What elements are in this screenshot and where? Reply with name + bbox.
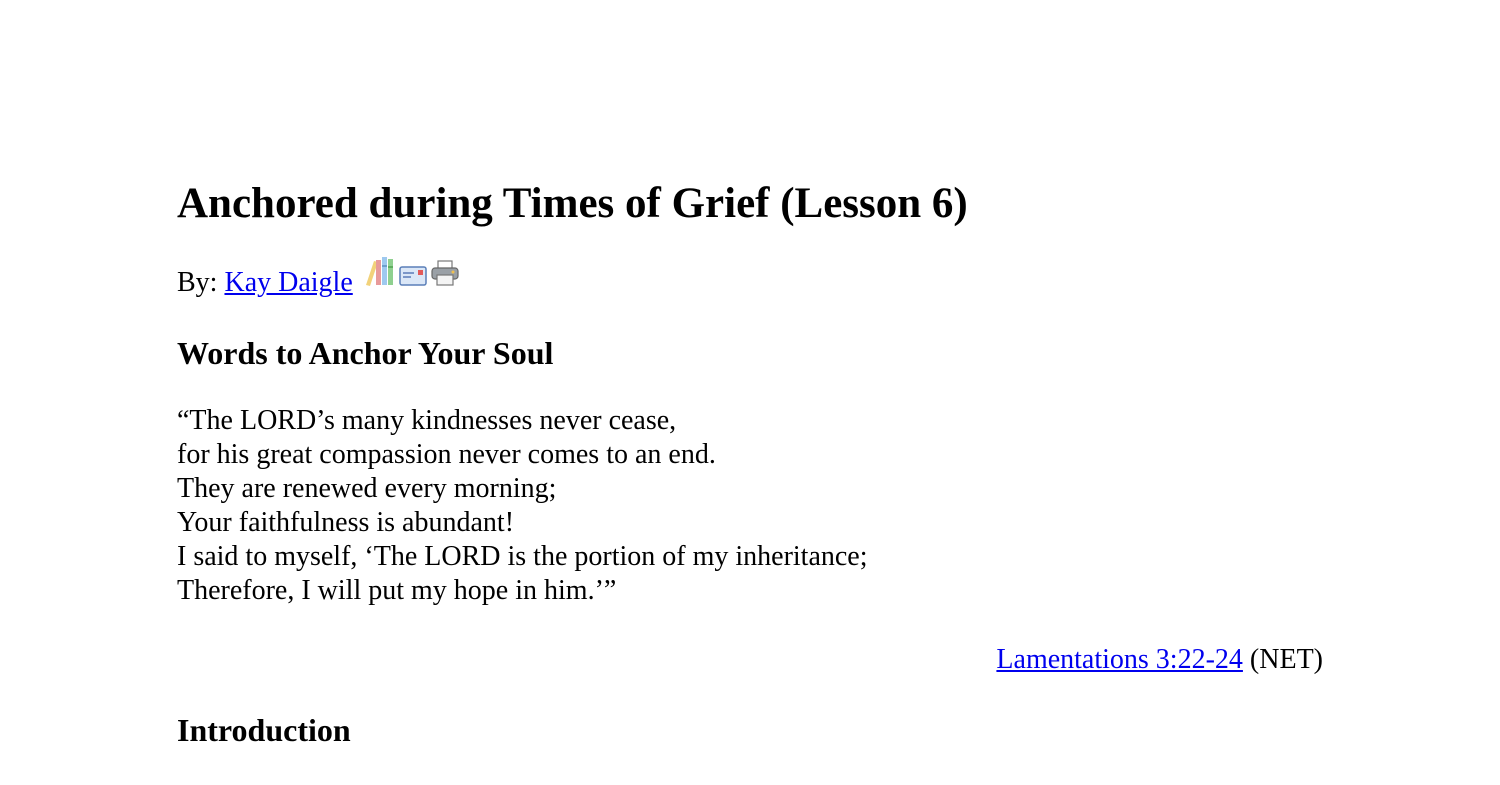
- verse-line: Your faithfulness is abundant!: [177, 507, 515, 538]
- scripture-reference-link[interactable]: Lamentations 3:22-24: [996, 644, 1243, 675]
- print-icon[interactable]: [430, 258, 460, 298]
- library-icon[interactable]: [364, 257, 396, 299]
- author-link[interactable]: Kay Daigle: [224, 267, 353, 298]
- verse-line: I said to myself, ‘The LORD is the portion of my inheritance;: [177, 541, 868, 572]
- page-title: Anchored during Times of Grief (Lesson 6): [177, 180, 968, 227]
- email-icon[interactable]: [399, 258, 427, 298]
- section-heading: Words to Anchor Your Soul: [177, 335, 554, 371]
- article-toolbar: [364, 257, 460, 299]
- verse-line: for his great compassion never comes to an end.: [177, 439, 716, 470]
- byline-prefix: By:: [177, 267, 225, 298]
- verse-line: Therefore, I will put my hope in him.’”: [177, 575, 617, 606]
- verse-line: “The LORD’s many kindnesses never cease,: [177, 405, 677, 436]
- scripture-reference: [996, 641, 1323, 679]
- introduction-heading: Introduction: [177, 712, 351, 748]
- scripture-quote: [177, 404, 868, 608]
- document-page: [177, 0, 1323, 785]
- translation-label: (NET): [1242, 644, 1323, 675]
- byline: [177, 262, 460, 304]
- verse-line: They are renewed every morning;: [177, 473, 557, 504]
